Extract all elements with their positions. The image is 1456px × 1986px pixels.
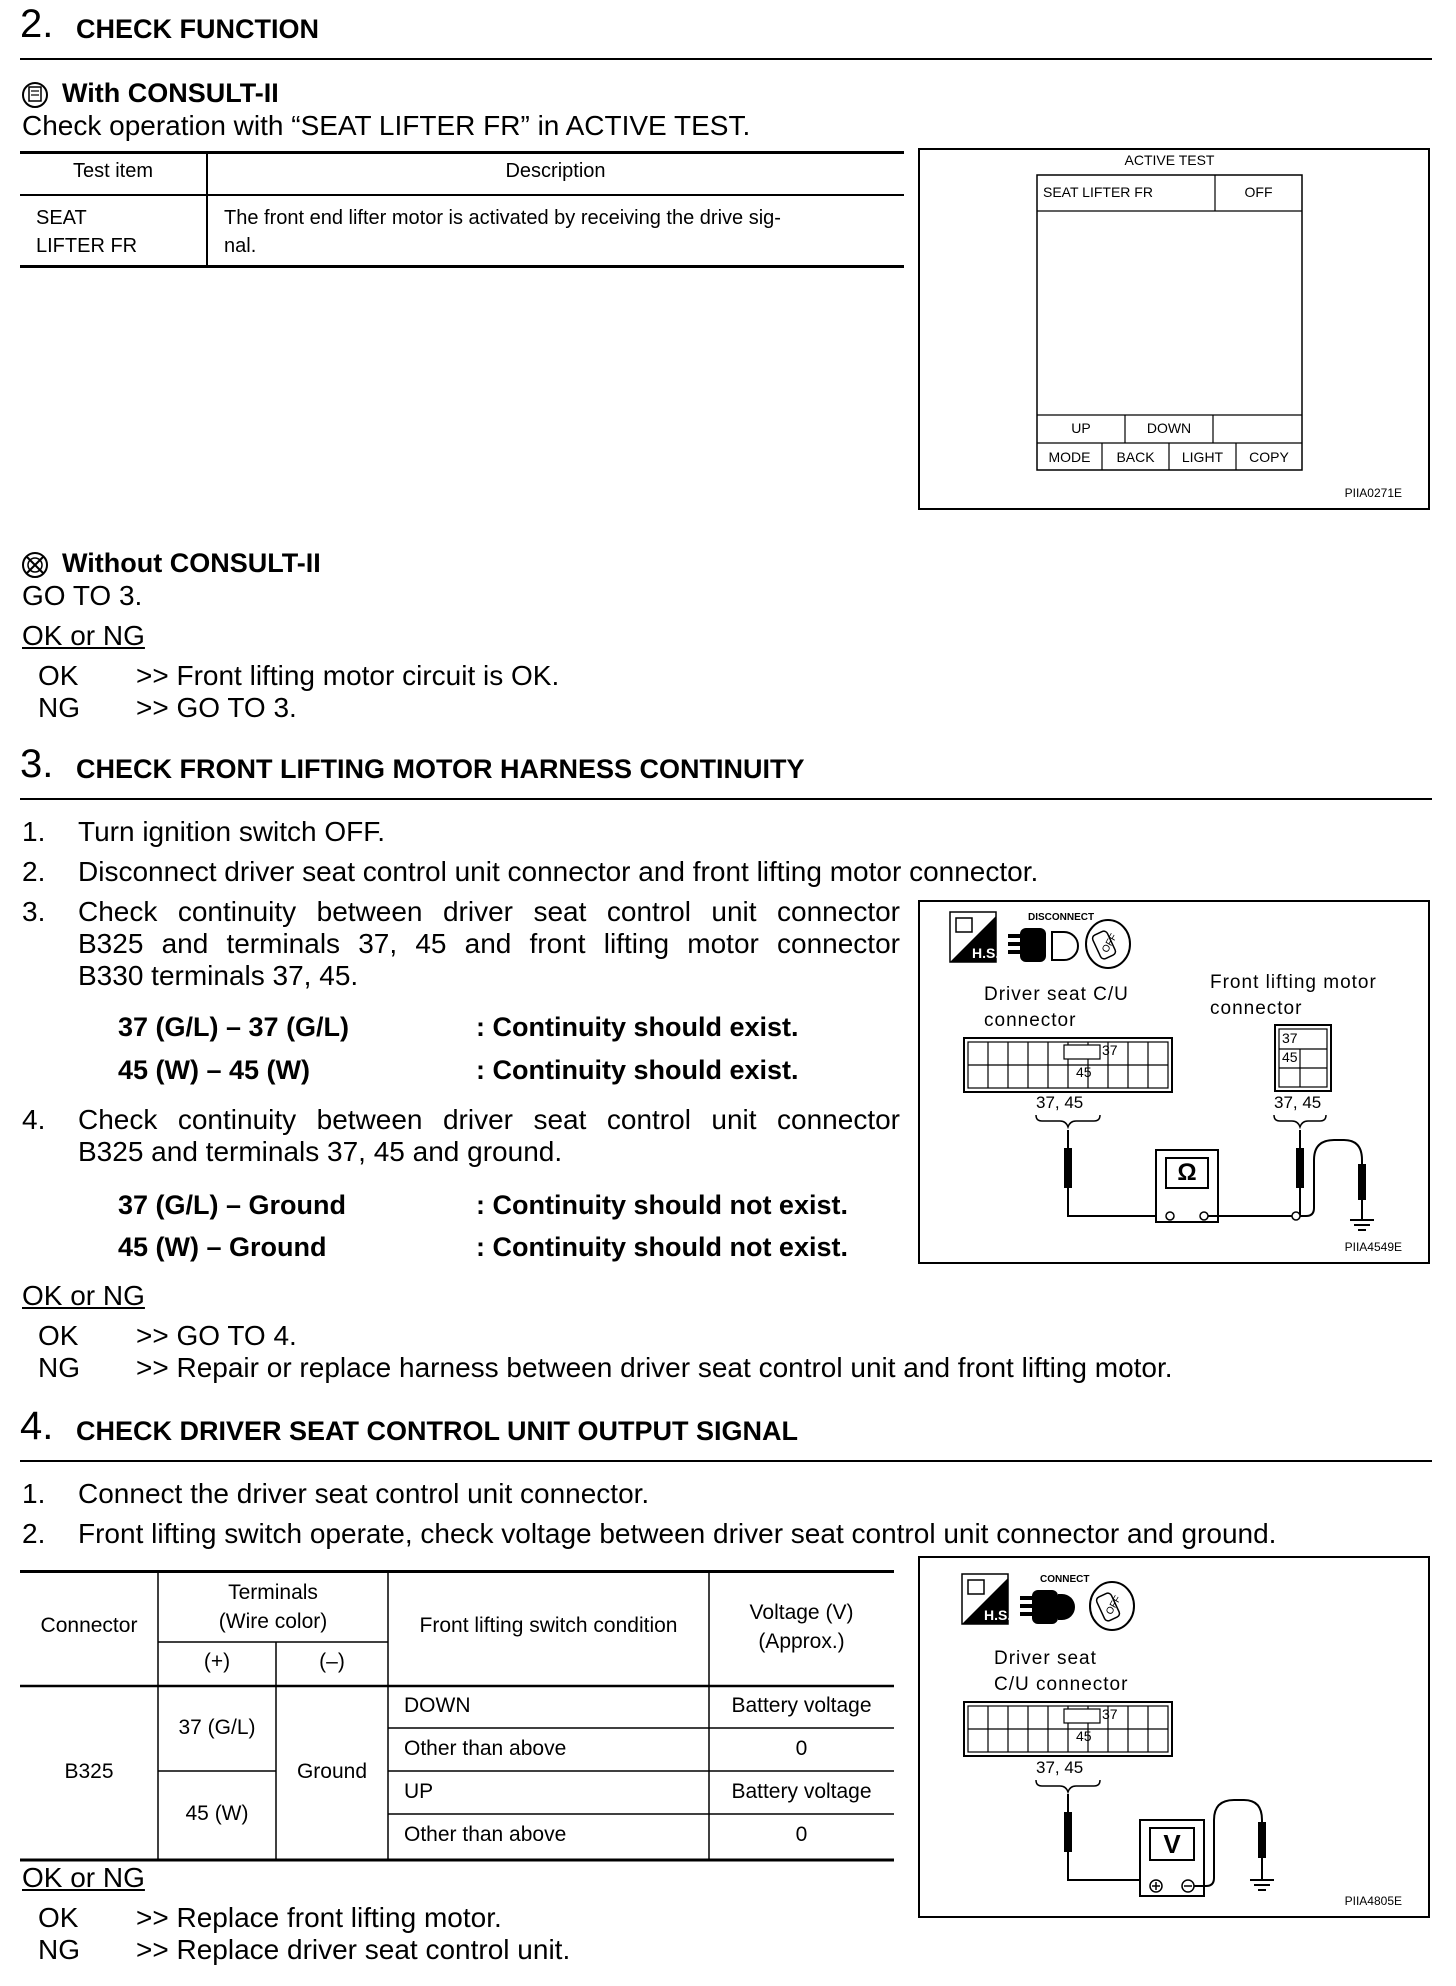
step3-ng-label: NG xyxy=(38,1352,80,1383)
driver-connector-label-line2: connector xyxy=(984,1010,1077,1031)
th-voltage xyxy=(709,1598,894,1656)
connect-label: CONNECT xyxy=(1040,1574,1090,1585)
step4-ng-text: >> Replace driver seat control unit. xyxy=(136,1934,571,1965)
voltmeter-symbol: V xyxy=(1163,1829,1181,1859)
th-terminals-line1: Terminals xyxy=(228,1581,318,1604)
check2-b: : Continuity should exist. xyxy=(476,1055,799,1085)
th-terminals-line2: (Wire color) xyxy=(218,1610,328,1633)
terminal-37: 37 xyxy=(1102,1706,1118,1722)
cell-cond-4: Other than above xyxy=(404,1823,567,1846)
screen-light-button[interactable]: LIGHT xyxy=(1181,449,1224,465)
step4-title: CHECK DRIVER SEAT CONTROL UNIT OUTPUT SIGNAL xyxy=(76,1416,799,1446)
check3-a: 37 (G/L) – Ground xyxy=(118,1190,347,1220)
test-table-vline xyxy=(206,154,208,266)
step4-number: 4. xyxy=(20,1404,54,1448)
disconnect-label: DISCONNECT xyxy=(1028,912,1095,923)
th-terminals xyxy=(158,1578,388,1636)
driver-connector-label-line1: Driver seat C/U xyxy=(984,984,1129,1005)
terminal-45: 45 xyxy=(1076,1728,1092,1744)
step4-ok-ng: OK or NG xyxy=(22,1862,145,1893)
step3-ok-text: >> GO TO 4. xyxy=(136,1320,297,1351)
step2-ng-label: NG xyxy=(38,692,80,723)
step3-item1-number: 1. xyxy=(22,816,46,847)
cell-terminal-45: 45 (W) xyxy=(185,1802,249,1825)
probe-right-label: 37, 45 xyxy=(1274,1093,1322,1112)
motor-terminal-45: 45 xyxy=(1282,1049,1298,1065)
step3-item2-number: 2. xyxy=(22,856,46,887)
th-test-item: Test item xyxy=(72,160,154,182)
cell-volt-4: 0 xyxy=(795,1823,808,1846)
probe-label: 37, 45 xyxy=(1036,1758,1084,1777)
cell-volt-1: Battery voltage xyxy=(731,1694,872,1717)
step4-item1-text: Connect the driver seat control unit connector. xyxy=(78,1478,650,1509)
step3-item3-text xyxy=(78,896,900,992)
with-consult-label: With CONSULT-II xyxy=(62,78,279,108)
step3-item4-line1: Check continuity between driver seat control unit connector xyxy=(78,1104,900,1135)
voltage-connector-label-line1: Driver seat xyxy=(994,1648,1097,1669)
driver-terminal-45: 45 xyxy=(1076,1064,1092,1080)
without-consult-label: Without CONSULT-II xyxy=(62,548,321,578)
hs-icon xyxy=(962,1574,1011,1624)
ohmmeter-symbol: Ω xyxy=(1177,1159,1197,1186)
step4-item1-number: 1. xyxy=(22,1478,46,1509)
th-description: Description xyxy=(505,160,606,182)
step3-item3-line3: B330 terminals 37, 45. xyxy=(78,960,359,991)
step2-ok-ng: OK or NG xyxy=(22,620,145,651)
cell-ground: Ground xyxy=(296,1760,368,1783)
th-connector: Connector xyxy=(40,1614,138,1637)
driver-connector-label xyxy=(984,982,1129,1034)
test-item-line2: LIFTER FR xyxy=(36,235,138,257)
step2-title: CHECK FUNCTION xyxy=(76,14,319,44)
driver-terminal-37: 37 xyxy=(1102,1042,1118,1058)
disconnect-icon xyxy=(1008,928,1078,962)
hs-label xyxy=(959,920,961,921)
continuity-diagram xyxy=(918,900,1430,1264)
step2-ng-text: >> GO TO 3. xyxy=(136,692,297,723)
check1-b: : Continuity should exist. xyxy=(476,1012,799,1042)
step3-item2-text: Disconnect driver seat control unit connector and front lifting motor connector. xyxy=(78,856,1039,887)
consult-icon xyxy=(20,80,50,110)
step3-item3-line1: Check continuity between driver seat control unit connector xyxy=(78,896,900,927)
check3-b: : Continuity should not exist. xyxy=(476,1190,848,1220)
off-label: OFF xyxy=(1100,932,1120,955)
cell-cond-2: Other than above xyxy=(404,1737,567,1760)
figure-code: PIIA4805E xyxy=(1344,1894,1402,1908)
step4-item2-text: Front lifting switch operate, check voltage between driver seat control unit connector and ground. xyxy=(78,1518,1277,1549)
figure-code: PIIA4549E xyxy=(1344,1240,1402,1254)
motor-connector-label-line1: Front lifting motor xyxy=(1210,972,1377,993)
check4-b: : Continuity should not exist. xyxy=(476,1232,848,1262)
voltage-connector-label-line2: C/U connector xyxy=(994,1674,1129,1695)
motor-connector-label xyxy=(1210,970,1377,1022)
step3-title: CHECK FRONT LIFTING MOTOR HARNESS CONTINUITY xyxy=(76,754,805,784)
step3-item3-number: 3. xyxy=(22,896,46,927)
test-table-mid xyxy=(20,194,904,196)
screen-back-button[interactable]: BACK xyxy=(1116,449,1155,465)
active-test-figure xyxy=(918,148,1430,510)
screen-down-button[interactable]: DOWN xyxy=(1146,420,1192,436)
svg-text:H.S.: H.S. xyxy=(972,945,1000,961)
cell-cond-3: UP xyxy=(404,1780,434,1803)
screen-copy-button[interactable]: COPY xyxy=(1249,449,1289,465)
td-test-item xyxy=(36,204,137,260)
probe-left-label: 37, 45 xyxy=(1036,1093,1084,1112)
check4-a: 45 (W) – Ground xyxy=(118,1232,327,1262)
step4-item2-number: 2. xyxy=(22,1518,46,1549)
test-table-top xyxy=(20,151,904,154)
svg-text:H.S.: H.S. xyxy=(984,1607,1012,1623)
td-description xyxy=(224,204,781,260)
check2-a: 45 (W) – 45 (W) xyxy=(118,1055,311,1085)
th-minus: (–) xyxy=(319,1650,345,1673)
step4-ok-label: OK xyxy=(38,1902,79,1933)
cell-volt-2: 0 xyxy=(795,1737,808,1760)
screen-title: ACTIVE TEST xyxy=(1124,152,1215,168)
th-voltage-line1: Voltage (V) xyxy=(749,1601,854,1624)
step2-number: 2. xyxy=(20,2,54,46)
screen-item: SEAT LIFTER FR xyxy=(1043,184,1153,200)
th-condition: Front lifting switch condition xyxy=(419,1614,678,1637)
description-line2: nal. xyxy=(224,235,257,257)
connect-icon xyxy=(1020,1590,1075,1624)
cell-cond-1: DOWN xyxy=(404,1694,471,1717)
step4-rule xyxy=(20,1460,1432,1462)
step3-ng-text: >> Repair or replace harness between driver seat control unit and front lifting motor. xyxy=(136,1352,1173,1383)
motor-terminal-37: 37 xyxy=(1282,1030,1298,1046)
step3-item4-text xyxy=(78,1104,900,1168)
motor-connector-label-line2: connector xyxy=(1210,998,1303,1019)
step3-ok-label: OK xyxy=(38,1320,79,1351)
voltage-diagram xyxy=(918,1556,1430,1918)
step4-ng-label: NG xyxy=(38,1934,80,1965)
voltage-connector-label xyxy=(994,1646,1128,1698)
test-table-bottom xyxy=(20,265,904,268)
continuity-diagram-art xyxy=(920,902,1427,1261)
step3-item3-line2: B325 and terminals 37, 45 and front lifting motor connector xyxy=(78,928,900,959)
hs-icon xyxy=(950,912,999,962)
th-voltage-line2: (Approx.) xyxy=(758,1630,845,1653)
screen-mode-button[interactable]: MODE xyxy=(1048,449,1091,465)
no-consult-icon xyxy=(20,550,50,580)
step3-ok-ng: OK or NG xyxy=(22,1280,145,1311)
off-label: OFF xyxy=(1104,1594,1124,1617)
voltage-table xyxy=(20,1570,894,1862)
hs-label xyxy=(971,1582,973,1583)
description-line1: The front end lifter motor is activated by receiving the drive sig- xyxy=(224,207,781,229)
step3-rule xyxy=(20,798,1432,800)
with-consult-text: Check operation with “SEAT LIFTER FR” in ACTIVE TEST. xyxy=(22,110,751,141)
cell-terminal-37: 37 (G/L) xyxy=(178,1716,256,1739)
cell-connector: B325 xyxy=(64,1760,114,1783)
step2-ok-label: OK xyxy=(38,660,79,691)
th-plus: (+) xyxy=(203,1650,231,1673)
step3-number: 3. xyxy=(20,742,54,786)
figure-code: PIIA0271E xyxy=(1344,486,1402,500)
step3-item4-number: 4. xyxy=(22,1104,46,1135)
step2-ok-text: >> Front lifting motor circuit is OK. xyxy=(136,660,560,691)
check1-a: 37 (G/L) – 37 (G/L) xyxy=(118,1012,350,1042)
voltage-diagram-art xyxy=(920,1558,1427,1915)
screen-up-button[interactable]: UP xyxy=(1071,420,1091,436)
cell-volt-3: Battery voltage xyxy=(731,1780,872,1803)
step3-item4-line2: B325 and terminals 37, 45 and ground. xyxy=(78,1136,563,1167)
screen-value: OFF xyxy=(1244,184,1273,200)
test-item-line1: SEAT xyxy=(36,207,87,229)
step3-item1-text: Turn ignition switch OFF. xyxy=(78,816,386,847)
step2-rule xyxy=(20,58,1432,60)
without-consult-text: GO TO 3. xyxy=(22,580,143,611)
step4-ok-text: >> Replace front lifting motor. xyxy=(136,1902,502,1933)
